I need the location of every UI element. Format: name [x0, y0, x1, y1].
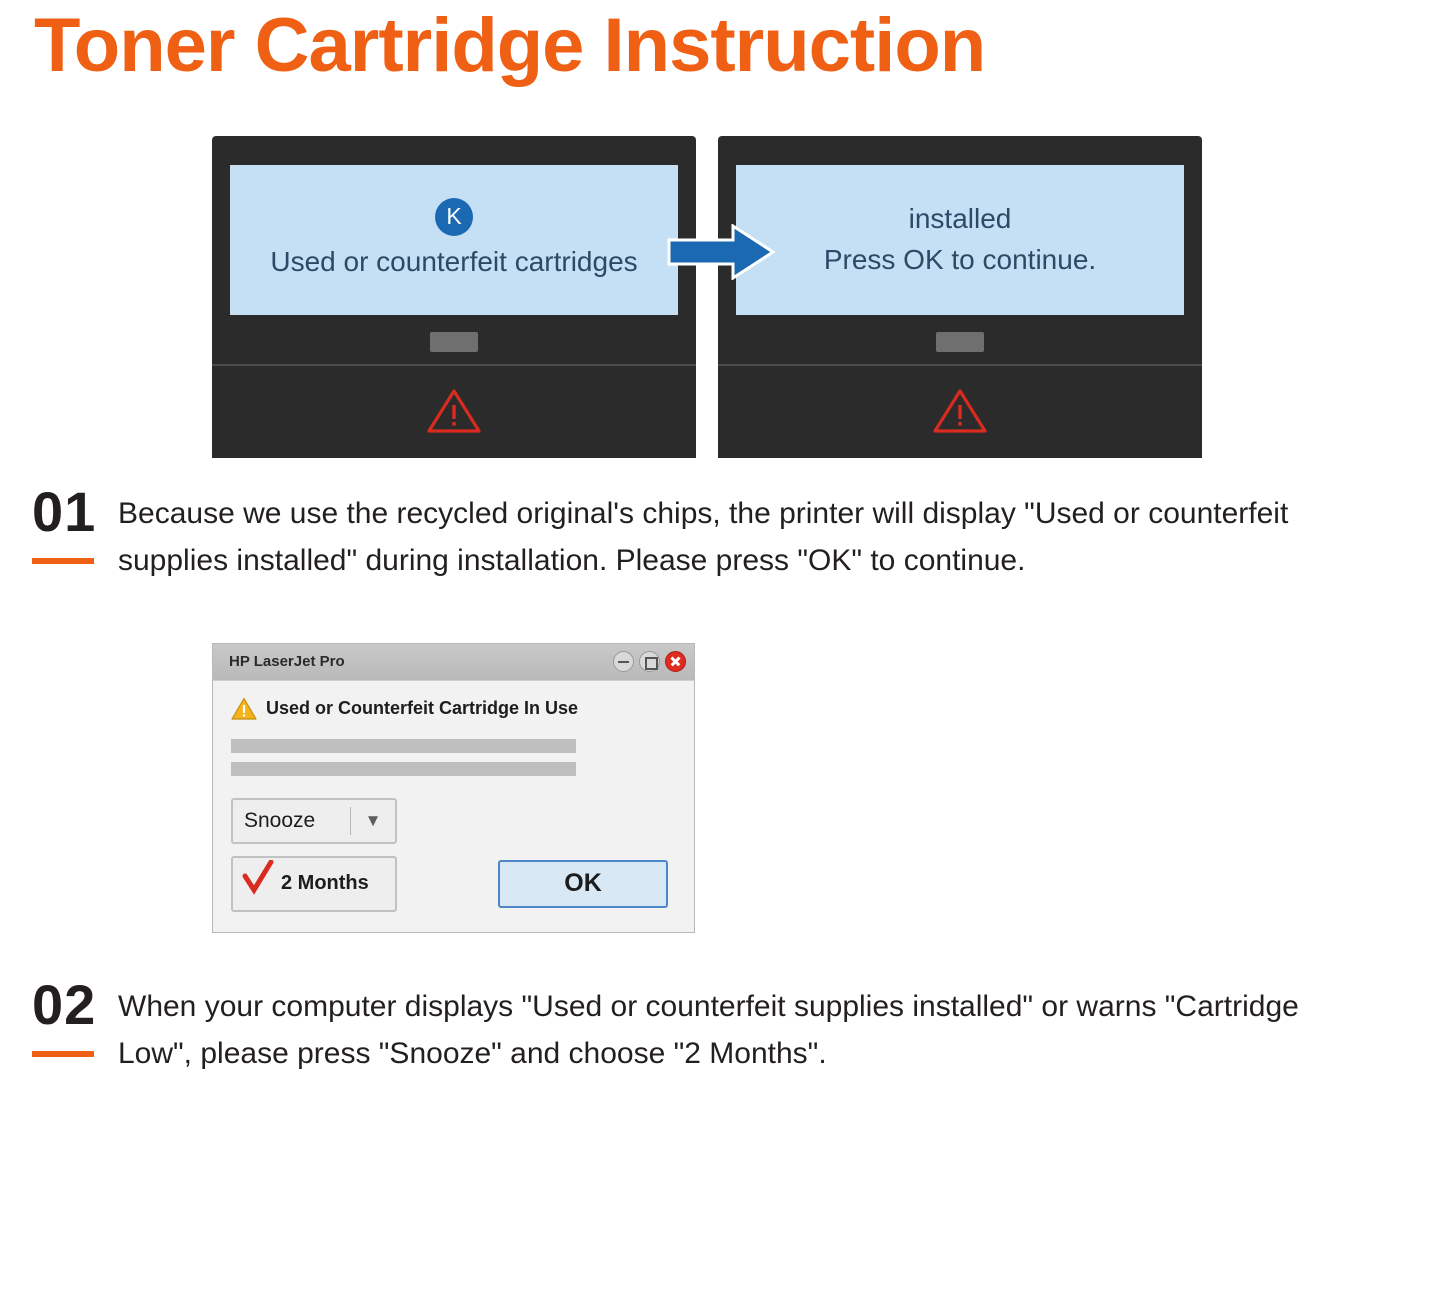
- step-02-marker: [0, 972, 118, 1057]
- printer-alert-dialog: [212, 643, 695, 933]
- dialog-illustration: [212, 643, 1445, 933]
- step-01-marker: [0, 480, 118, 564]
- dialog-text-placeholder-line-1: [231, 739, 576, 753]
- warning-triangle-icon: [231, 697, 257, 721]
- warning-triangle-icon: [427, 388, 481, 434]
- step-02-number: 02: [32, 972, 97, 1036]
- window-controls: [613, 651, 686, 672]
- step-01: [0, 480, 1445, 585]
- panel-divider-left: [212, 364, 696, 366]
- two-months-option[interactable]: [231, 856, 397, 912]
- dialog-heading-row: [231, 697, 676, 721]
- printer-screen-left: [230, 165, 678, 315]
- snooze-dropdown[interactable]: [231, 798, 397, 844]
- printer-panel-right: [718, 136, 1202, 458]
- ok-button[interactable]: OK: [498, 860, 668, 908]
- snooze-row: [231, 798, 676, 844]
- minimize-button[interactable]: [613, 651, 634, 672]
- step-02-rule: [32, 1051, 94, 1057]
- dialog-heading-text: Used or Counterfeit Cartridge In Use: [266, 698, 579, 719]
- step-02-text: When your computer displays "Used or counterfeit supplies installed" or warns "Cartridge Low", please press "Snooze" and choose "2 Months".: [118, 989, 1299, 1071]
- warning-triangle-icon: [933, 388, 987, 434]
- printer-screen-right-line1: installed: [908, 203, 1012, 235]
- check-mark-icon: [241, 860, 275, 898]
- printer-ok-hardware-button-right[interactable]: [936, 332, 984, 352]
- two-months-label: 2 Months: [281, 872, 369, 895]
- snooze-dropdown-label: Snooze: [244, 808, 316, 832]
- dialog-body: [213, 680, 694, 932]
- printer-screen-right-line2: Press OK to continue.: [823, 244, 1097, 275]
- dialog-titlebar: [213, 644, 694, 680]
- printer-panel-left: [212, 136, 696, 458]
- close-button[interactable]: [665, 651, 686, 672]
- chevron-down-icon[interactable]: ▼: [364, 810, 382, 830]
- printer-ok-hardware-button-left[interactable]: [430, 332, 478, 352]
- right-arrow-icon: [667, 224, 775, 280]
- dialog-title: HP LaserJet Pro: [229, 653, 345, 671]
- maximize-button[interactable]: [639, 651, 660, 672]
- printer-screen-right: [736, 165, 1184, 315]
- step-01-text: Because we use the recycled original's chips, the printer will display "Used or counterfeit supplies installed" during installation. Please press "OK" to continue.: [118, 497, 1289, 578]
- printer-screen-left-message: Used or counterfeit cartridges: [270, 245, 638, 277]
- months-and-ok-row: [231, 856, 676, 912]
- page-title: Toner Cartridge Instruction: [34, 3, 986, 88]
- dialog-text-placeholder-line-2: [231, 762, 576, 776]
- step-01-number: 01: [32, 480, 97, 543]
- step-02: [0, 972, 1445, 1078]
- panel-divider-right: [718, 364, 1202, 366]
- cartridge-k-badge: K: [435, 198, 473, 236]
- printer-panel-illustration: [212, 136, 1202, 458]
- step-01-rule: [32, 558, 94, 564]
